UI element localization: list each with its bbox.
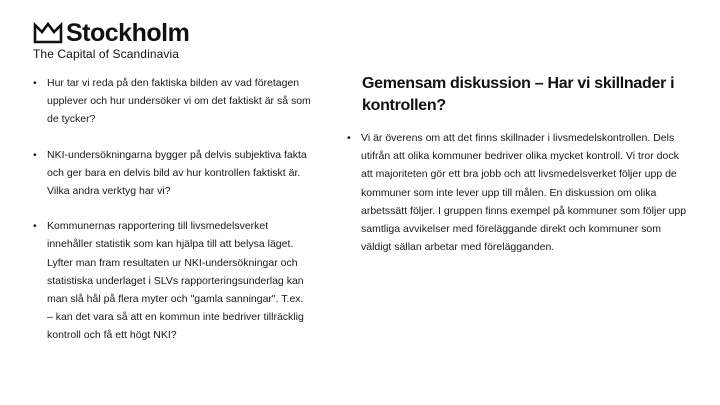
bullet-marker: • — [33, 148, 37, 161]
bullet-text: Vi är överens om att det finns skillnader i livsmedelskontrollen. Dels utifrån att olika kommuner bedriver olika mycket kontroll. Vi tror dock att majoriteten gör ett bra jobb och att livsmedelsverket följer upp de kommuner som inte lever upp till målen. En diskussion om olika arbetssätt följer. I gruppen finns exempel på kommuner som följer upp samtliga avvikelser med föreläggande direkt och kommuner som väldigt sällan arbetar med förelägganden. — [361, 132, 687, 254]
bullet-text: Hur tar vi reda på den faktiska bilden av vad företagen upplever och hur undersöker vi om det faktiskt är så som de tycker? — [47, 77, 311, 126]
logo-tagline: The Capital of Scandinavia — [33, 47, 180, 61]
right-bullet-list — [347, 129, 687, 256]
bullet-text: NKI-undersökningarna bygger på delvis subjektiva fakta och ger bara en delvis bild av hur kontrollen faktiskt är. Vilka andra verktyg har vi? — [47, 148, 307, 198]
slide-heading: Gemensam diskussion – Har vi skillnader i kontrollen? — [362, 75, 675, 114]
list-item — [33, 217, 311, 344]
crown-icon — [33, 22, 63, 44]
bullet-marker: • — [347, 132, 351, 144]
bullet-marker: • — [33, 77, 37, 89]
bullet-marker: • — [33, 220, 37, 233]
list-item — [33, 146, 311, 201]
bullet-text: Kommunernas rapportering till livsmedelsverket innehåller statistik som kan hjälpa till att belysa läget. Lyfter man fram resultaten ur NKI-undersökningar och statistiska underlaget i SLVs rapporteringsunderlag kan man slå hål på flera myter och "gamla sanningar". T.ex. – kan det vara så att en kommun inte bedriver tillräcklig kontroll och få ett högt NKI? — [47, 220, 304, 342]
list-item — [347, 129, 687, 256]
logo — [33, 20, 189, 61]
left-bullet-list — [33, 74, 311, 362]
logo-name: Stockholm — [66, 19, 190, 47]
list-item — [33, 74, 311, 129]
